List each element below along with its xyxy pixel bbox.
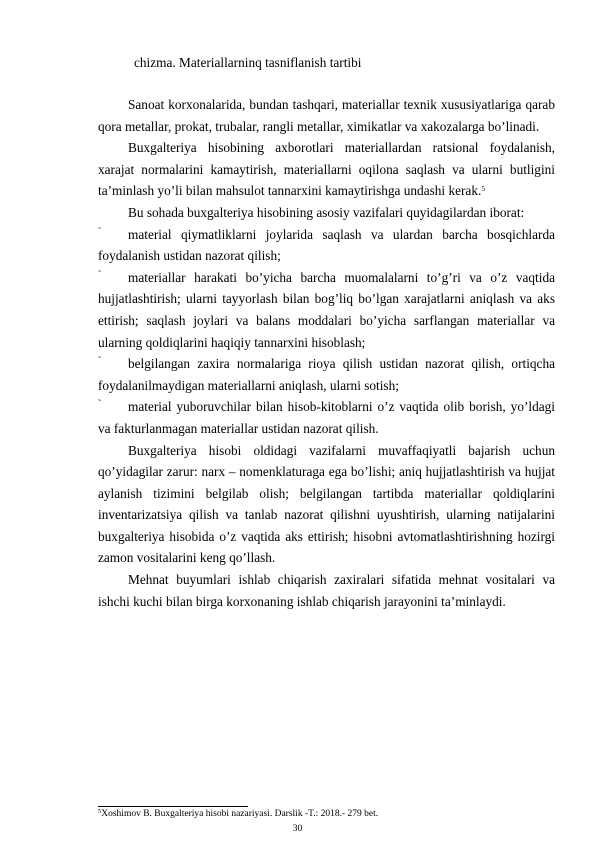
list-item-text: material qiymatliklarni joylarida saqlash va ulardan barcha bosqichlarda foydalanish ustidan nazorat qilish; — [98, 226, 555, 264]
list-item-text: materiallar harakati bo’yicha barcha muomalalarni to’g’ri va o’z vaqtida hujjatlashtirish; ularni tayyorlash bilan bog’liq bo’lgan xarajatlarni aniqlash va aks ettirish; saqlash joylari va balans moddalari bo’yicha sarflangan materiallar va ularning qoldiqlarini haqiqiy tannarxini hisoblash; — [98, 269, 555, 350]
footnote-number: 5 — [98, 808, 102, 815]
list-item-text: material yuboruvchilar bilan hisob-kitoblarni o’z vaqtida olib borish, yo’ldagi va fakturlanmagan materiallar ustidan nazorat qilish. — [98, 399, 555, 436]
bullet-marker: ˜ — [98, 268, 101, 279]
list-item — [98, 267, 555, 353]
paragraph: Sanoat korxonalarida, bundan tashqari, materiallar texnik xususiyatlariga qarab qora metallar, prokat, trubalar, rangli metallar, ximikatlar va xakozalarga bo’linadi. — [98, 97, 555, 134]
list-item-text: belgilangan zaxira normalariga rioya qilish ustidan nazorat qilish, ortiqcha foydalanilmaydigan materiallarni aniqlash, ularni sotish; — [98, 356, 555, 393]
list-item — [98, 396, 555, 439]
footnote-text: Xoshimov B. Buxgalteriya hisobi nazariyasi. Darslik -T.: 2018.- 279 bet. — [101, 809, 379, 819]
body-text — [98, 94, 555, 612]
footnote-divider — [98, 806, 248, 807]
paragraph — [98, 137, 555, 202]
paragraph-text: Buxgalteriya hisobining axborotlari materiallardan ratsional foydalanish, xarajat normalarini kamaytirish, materiallarni oqilona saqlash va ularni butligini ta’minlash yo’li bilan mahsulot tannarxini kamaytirishga undashi kerak. — [98, 140, 555, 199]
bullet-marker: ˜ — [98, 398, 101, 409]
page-number: 30 — [292, 824, 303, 834]
footnote-ref: 5 — [481, 184, 486, 194]
footnote — [98, 809, 378, 819]
paragraph: Bu sohada buxgalteriya hisobining asosiy vazifalari quyidagilardan iborat: — [128, 204, 525, 220]
paragraph: Mehnat buyumlari ishlab chiqarish zaxiralari sifatida mehnat vositalari va ishchi kuchi bilan birga korxonaning ishlab chiqarish jarayonini ta’minlaydi. — [98, 572, 555, 609]
paragraph: Buxgalteriya hisobi oldidagi vazifalarni muvaffaqiyatli bajarish uchun qo’yidagilar zarur: narx – nomenklaturaga ega bo’lishi; aniq hujjatlashtirish va hujjat aylanish tizimini belgilab olish; belgilangan tartibda materiallar qoldiqlarini inventarizatsiya qilish va tanlab nazorat qilishni uyushtirish, ularning natijalarini buxgalteriya hisobida o’z vaqtida aks ettirish; hisobni avtomatlashtirishning hozirgi zamon vositalarini keng qo’llash. — [98, 442, 555, 566]
list-item — [98, 353, 555, 396]
bullet-marker: ˜ — [98, 355, 101, 366]
bullet-marker: ˜ — [98, 225, 101, 236]
figure-caption: chizma. Materiallarninq tasniflanish tartibi — [134, 55, 362, 70]
list-item — [98, 224, 555, 267]
